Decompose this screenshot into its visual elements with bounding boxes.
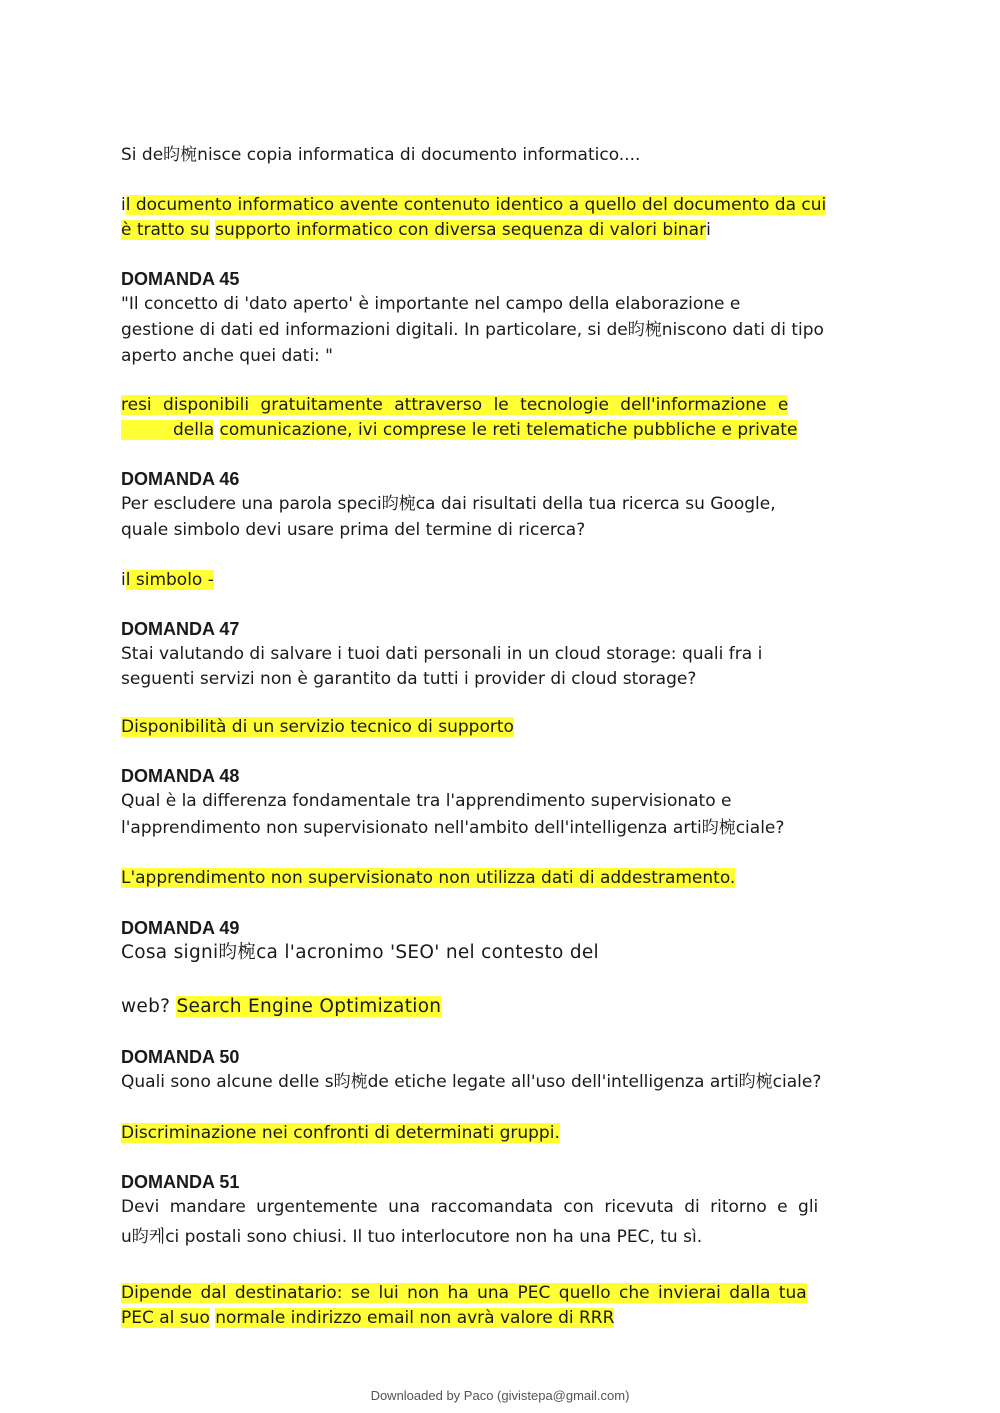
answer-46-highlight: l simbolo - (125, 570, 214, 590)
answer-50-highlight: Discriminazione nei confronti di determinati gruppi. (121, 1123, 560, 1143)
intro-answer-highlight-2a: è tratto su (121, 220, 210, 240)
answer-49-highlight: Search Engine Optimization (176, 996, 442, 1017)
answer-45-line-1 (121, 393, 788, 418)
download-footer: Downloaded by Paco (givistepa@gmail.com) (370, 1388, 630, 1403)
answer-46-prefix: i (121, 570, 126, 590)
intro-answer-highlight-1: l documento informatico avente contenuto identico a quello del documento da cui (125, 195, 827, 215)
question-46-line-2: quale simbolo devi usare prima del termine di ricerca? (121, 520, 586, 540)
question-51-line-2: u昀케ci postali sono chiusi. Il tuo interlocutore non ha una PEC, tu sì. (121, 1227, 703, 1247)
intro-answer-prefix: i (121, 195, 126, 215)
intro-answer-highlight-2b: supporto informatico con diversa sequenza di valori binar (215, 220, 707, 240)
question-46-line-1: Per escludere una parola speci昀椀ca dai risultati della tua ricerca su Google, (121, 494, 776, 514)
intro-question: Si de昀椀nisce copia informatica di documento informatico.... (121, 145, 641, 165)
answer-45-highlight-2a: della (121, 420, 214, 440)
question-heading-46: DOMANDA 46 (121, 469, 240, 489)
question-heading-51: DOMANDA 51 (121, 1172, 240, 1192)
question-47-line-1: Stai valutando di salvare i tuoi dati personali in un cloud storage: quali fra i (121, 644, 763, 664)
answer-51-line-2 (121, 1306, 614, 1331)
answer-51-highlight-2b: normale indirizzo email non avrà valore di RRR (215, 1308, 615, 1328)
answer-45-highlight-1: resi disponibili gratuitamente attraverso le tecnologie dell'informazione e (121, 395, 789, 415)
answer-46-line-1 (121, 568, 214, 593)
answer-47-highlight: Disponibilità di un servizio tecnico di supporto (121, 717, 514, 737)
answer-51-highlight-2a: PEC al suo (121, 1308, 210, 1328)
answer-45-highlight-2b: comunicazione, ivi comprese le reti telematiche pubbliche e private (219, 420, 798, 440)
answer-51-line-1 (121, 1281, 807, 1306)
question-47-line-2: seguenti servizi non è garantito da tutti i provider di cloud storage? (121, 669, 697, 689)
intro-answer-line-1 (121, 193, 826, 218)
question-51-line-1: Devi mandare urgentemente una raccomandata con ricevuta di ritorno e gli (121, 1197, 819, 1217)
question-45-line-1: "Il concetto di 'dato aperto' è importante nel campo della elaborazione e (121, 294, 741, 314)
intro-answer-line-2 (121, 218, 711, 243)
question-48-line-2: l'apprendimento non supervisionato nell'ambito dell'intelligenza arti昀椀ciale? (121, 818, 785, 838)
answer-51-highlight-1: Dipende dal destinatario: se lui non ha una PEC quello che invierai dalla tua (121, 1283, 807, 1303)
question-45-line-3: aperto anche quei dati: " (121, 346, 334, 366)
question-heading-45: DOMANDA 45 (121, 269, 240, 289)
answer-48-line-1 (121, 866, 735, 891)
question-49-line-2 (121, 994, 441, 1020)
intro-answer-suffix: i (706, 220, 711, 240)
question-50-line-1: Quali sono alcune delle s昀椀de etiche legate all'uso dell'intelligenza arti昀椀ciale? (121, 1072, 822, 1092)
question-heading-50: DOMANDA 50 (121, 1047, 240, 1067)
question-49-line-2-text: web? (121, 996, 171, 1017)
answer-48-highlight: L'apprendimento non supervisionato non utilizza dati di addestramento. (121, 868, 736, 888)
question-48-line-1: Qual è la differenza fondamentale tra l'apprendimento supervisionato e (121, 791, 732, 811)
question-heading-47: DOMANDA 47 (121, 619, 240, 639)
question-49-line-1: Cosa signi昀椀ca l'acronimo 'SEO' nel contesto del (121, 942, 599, 963)
answer-50-line-1 (121, 1121, 560, 1146)
question-heading-48: DOMANDA 48 (121, 766, 240, 786)
answer-45-line-2 (121, 418, 797, 443)
question-heading-49: DOMANDA 49 (121, 918, 240, 938)
answer-47-line-1 (121, 715, 514, 740)
question-45-line-2: gestione di dati ed informazioni digitali. In particolare, si de昀椀niscono dati di tipo (121, 320, 824, 340)
